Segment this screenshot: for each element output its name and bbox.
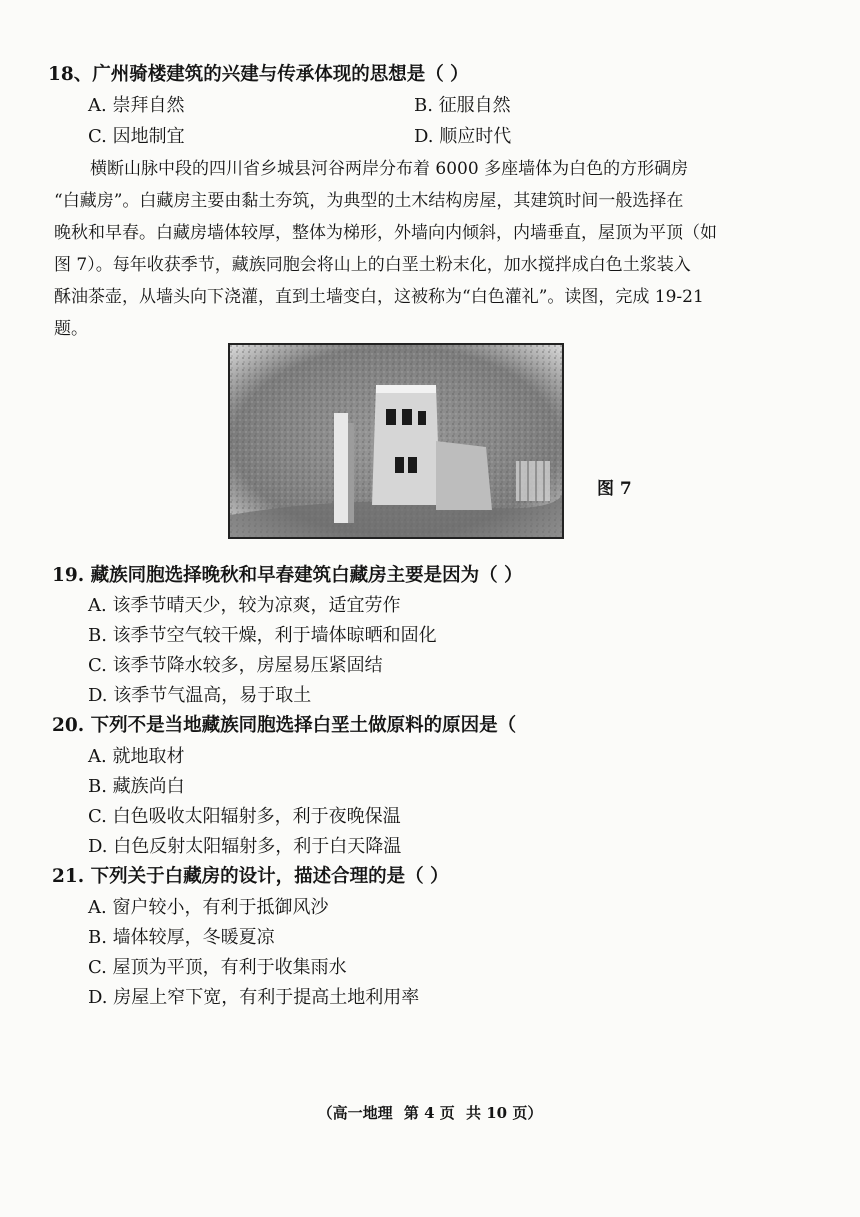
passage-line-4: 图 7）。每年收获季节，藏族同胞会将山上的白垩土粉末化，加水搅拌成白色土浆装入 bbox=[54, 255, 691, 275]
q19-stem: 19. 藏族同胞选择晚秋和早春建筑白藏房主要是因为（ ） bbox=[52, 565, 523, 586]
q19-option-b: B. 该季节空气较干燥，利于墙体晾晒和固化 bbox=[88, 625, 437, 646]
q21-option-a: A. 窗户较小，有利于抵御风沙 bbox=[88, 897, 329, 918]
q18-option-b: B. 征服自然 bbox=[414, 95, 511, 116]
q19-option-c: C. 该季节降水较多，房屋易压紧固结 bbox=[88, 655, 383, 676]
passage-line-5: 酥油茶壶，从墙头向下浇灌，直到土墙变白，这被称为“白色灌礼”。读图，完成 19-21 bbox=[54, 287, 704, 307]
passage-line-1: 横断山脉中段的四川省乡城县河谷两岸分布着 6000 多座墙体为白色的方形碉房 bbox=[90, 159, 689, 179]
page-footer bbox=[0, 1102, 860, 1123]
q19-option-d: D. 该季节气温高，易于取土 bbox=[88, 685, 312, 706]
q18-option-d: D. 顺应时代 bbox=[414, 126, 512, 147]
q21-stem: 21. 下列关于白藏房的设计，描述合理的是（ ） bbox=[52, 866, 449, 887]
footer-subject: （高一地理 bbox=[317, 1104, 393, 1122]
figure-7-photo bbox=[228, 343, 564, 539]
q20-option-b: B. 藏族尚白 bbox=[88, 776, 185, 797]
q18-option-c: C. 因地制宜 bbox=[88, 126, 185, 147]
q21-option-c: C. 屋顶为平顶，有利于收集雨水 bbox=[88, 957, 347, 978]
footer-page: 第 4 页 bbox=[403, 1104, 455, 1122]
q21-option-b: B. 墙体较厚，冬暖夏凉 bbox=[88, 927, 275, 948]
q19-option-a: A. 该季节晴天少，较为凉爽，适宜劳作 bbox=[88, 595, 401, 616]
q20-option-c: C. 白色吸收太阳辐射多，利于夜晚保温 bbox=[88, 806, 401, 827]
q20-option-a: A. 就地取材 bbox=[88, 746, 185, 767]
q18-stem: 18、广州骑楼建筑的兴建与传承体现的思想是（ ） bbox=[48, 64, 469, 85]
footer-total: 共 10 页） bbox=[466, 1104, 543, 1122]
q20-stem: 20. 下列不是当地藏族同胞选择白垩土做原料的原因是（ bbox=[52, 715, 517, 736]
q18-option-a: A. 崇拜自然 bbox=[88, 95, 185, 116]
q20-option-d: D. 白色反射太阳辐射多，利于白天降温 bbox=[88, 836, 402, 857]
q21-option-d: D. 房屋上窄下宽，有利于提高土地利用率 bbox=[88, 987, 420, 1008]
figure-7-label: 图 7 bbox=[597, 479, 632, 499]
passage-line-3: 晚秋和早春。白藏房墙体较厚，整体为梯形，外墙向内倾斜，内墙垂直，屋顶为平顶（如 bbox=[54, 223, 717, 243]
passage-line-6: 题。 bbox=[54, 319, 88, 339]
passage-line-2: “白藏房”。白藏房主要由黏土夯筑，为典型的土木结构房屋，其建筑时间一般选择在 bbox=[54, 191, 684, 211]
